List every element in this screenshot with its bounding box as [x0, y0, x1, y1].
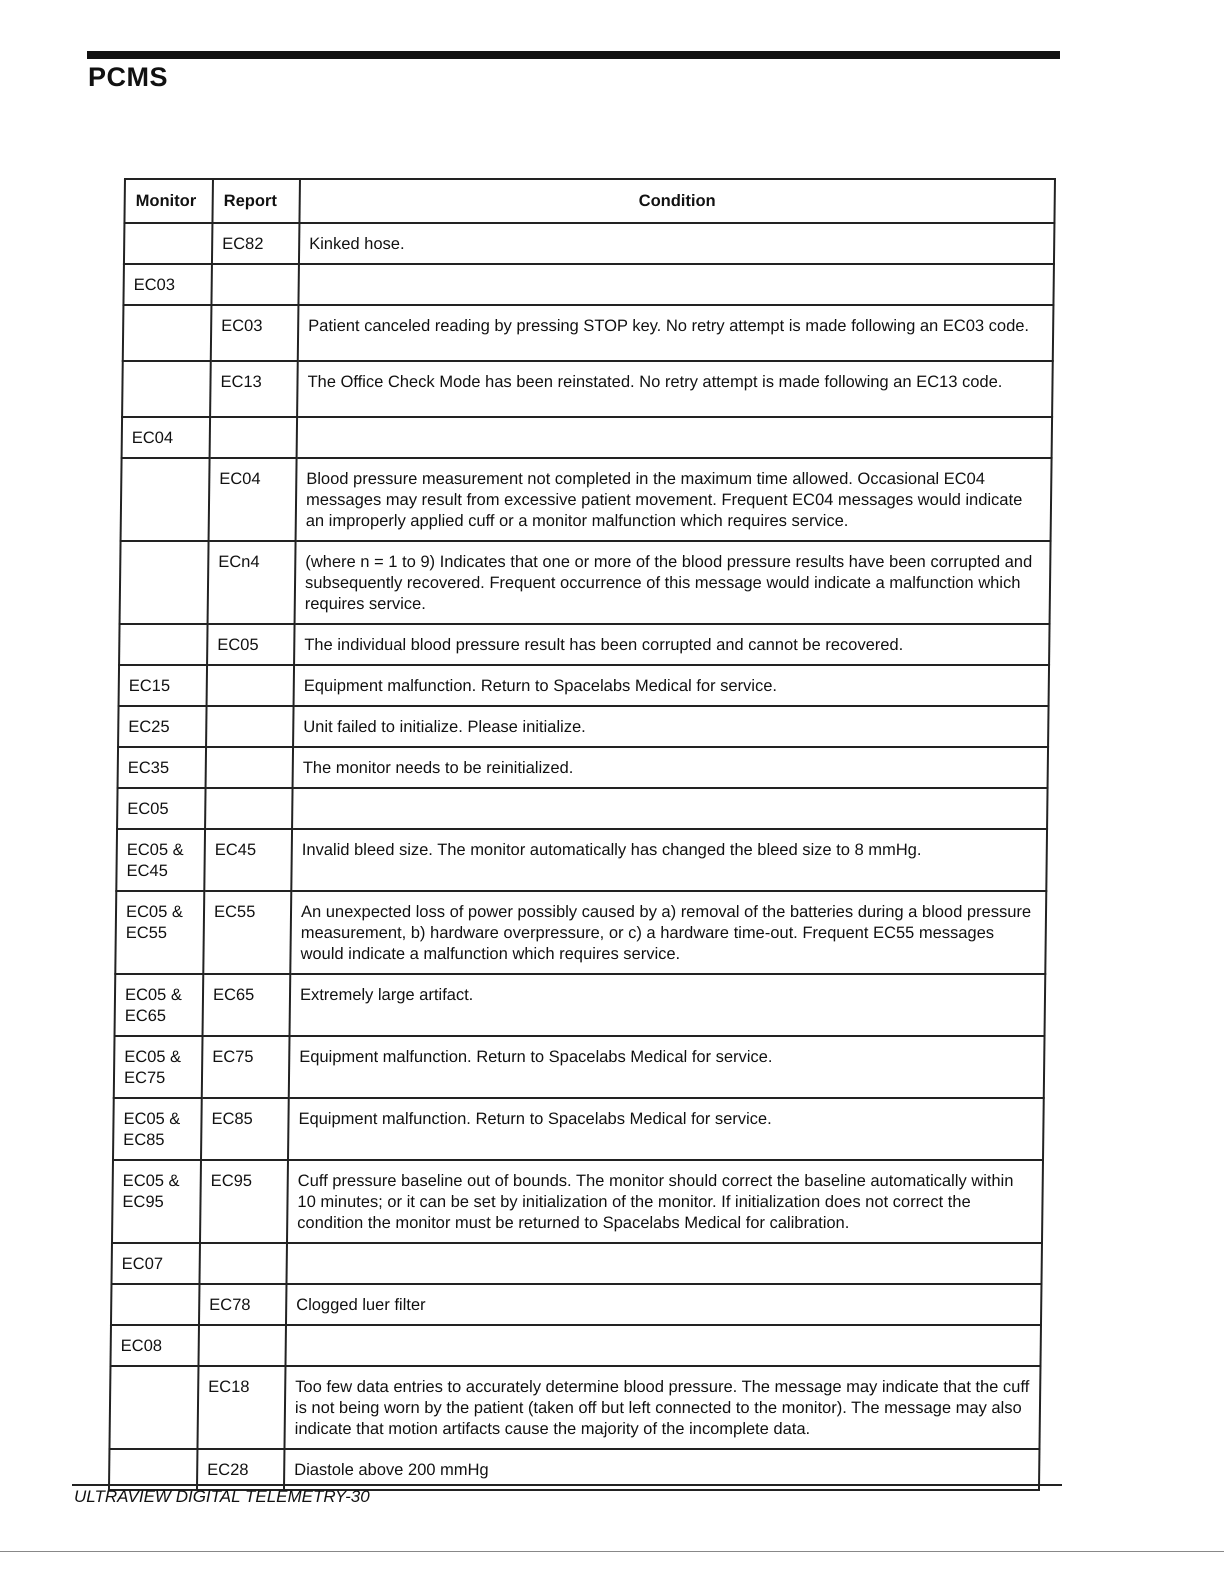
condition-cell: An unexpected loss of power possibly caused by a) removal of the batteries during a blood pressure measurement, b) hardware overpressure, or c) a hardware time-out. Frequent EC55 messages would indicate a malfunction which requires service. — [290, 891, 1046, 974]
condition-cell: Equipment malfunction. Return to Spacelabs Medical for service. — [289, 1036, 1045, 1098]
condition-cell: Diastole above 200 mmHg — [284, 1449, 1040, 1490]
column-header-condition: Condition — [299, 179, 1055, 223]
monitor-cell: EC05 & EC45 — [116, 829, 205, 891]
report-cell: EC75 — [202, 1036, 290, 1098]
table-row — [113, 1098, 1044, 1160]
condition-cell: Cuff pressure baseline out of bounds. The monitor should correct the baseline automatically within 10 minutes; or it can be set by initialization of the monitor. If initialization does not correct the condition the monitor must be returned to Spacelabs Medical for calibration. — [287, 1160, 1043, 1243]
bottom-page-edge — [0, 1551, 1224, 1552]
footer-text: ULTRAVIEW DIGITAL TELEMETRY-30 — [74, 1487, 370, 1506]
column-header-report: Report — [212, 179, 300, 223]
monitor-cell: EC05 & EC65 — [115, 974, 204, 1036]
report-cell: EC95 — [200, 1160, 288, 1243]
condition-cell: Blood pressure measurement not completed in the maximum time allowed. Occasional EC04 messages may result from excessive patient movement. Frequent EC04 messages would indicate an improperly applied cuff or a monitor malfunction which requires service. — [296, 458, 1052, 541]
report-cell — [211, 264, 299, 305]
condition-cell — [297, 417, 1053, 458]
monitor-cell: EC05 — [117, 788, 206, 829]
condition-cell: The Office Check Mode has been reinstated. No retry attempt is made following an EC13 code. — [297, 361, 1053, 417]
condition-cell — [285, 1325, 1041, 1366]
monitor-cell — [120, 541, 209, 624]
condition-cell: Too few data entries to accurately determine blood pressure. The message may indicate that the cuff is not being worn by the patient (taken off but left connected to the monitor). The message may also indicate that motion artifacts cause the majority of the incomplete data. — [284, 1366, 1040, 1449]
error-code-table-wrap — [108, 178, 1054, 1491]
monitor-cell — [123, 305, 212, 361]
table-row — [120, 541, 1051, 624]
monitor-cell: EC05 & EC75 — [114, 1036, 203, 1098]
table-row — [114, 1036, 1045, 1098]
table-row — [118, 706, 1049, 747]
table-row — [121, 458, 1052, 541]
monitor-cell: EC15 — [119, 665, 208, 706]
table-row — [115, 891, 1046, 974]
column-header-monitor: Monitor — [124, 179, 213, 223]
table-row — [123, 264, 1054, 305]
table-row — [123, 305, 1054, 361]
footer-rule — [72, 1484, 1062, 1486]
condition-cell: Equipment malfunction. Return to Spacelabs Medical for service. — [288, 1098, 1044, 1160]
table-row — [115, 974, 1046, 1036]
monitor-cell: EC25 — [118, 706, 207, 747]
condition-cell: The individual blood pressure result has been corrupted and cannot be recovered. — [294, 624, 1050, 665]
report-cell: EC65 — [203, 974, 291, 1036]
condition-cell: (where n = 1 to 9) Indicates that one or more of the blood pressure results have been corrupted and subsequently recovered. Frequent occurrence of this message would indicate a malfunction which requires service. — [295, 541, 1051, 624]
report-cell — [210, 417, 298, 458]
monitor-cell: EC05 & EC95 — [112, 1160, 201, 1243]
table-row — [119, 624, 1050, 665]
table-row — [122, 361, 1053, 417]
report-cell — [207, 665, 295, 706]
table-row — [112, 1160, 1043, 1243]
condition-cell — [286, 1243, 1042, 1284]
table-row — [110, 1325, 1041, 1366]
error-code-table — [108, 178, 1056, 1491]
report-cell: EC04 — [209, 458, 297, 541]
condition-cell: The monitor needs to be reinitialized. — [293, 747, 1049, 788]
report-cell — [206, 747, 294, 788]
monitor-cell — [124, 223, 213, 264]
condition-cell: Patient canceled reading by pressing STOP key. No retry attempt is made following an EC03 code. — [298, 305, 1054, 361]
monitor-cell — [109, 1366, 198, 1449]
report-cell: EC03 — [211, 305, 299, 361]
report-cell: EC18 — [197, 1366, 285, 1449]
monitor-cell: EC05 & EC55 — [115, 891, 204, 974]
section-title: PCMS — [88, 62, 169, 92]
monitor-cell: EC04 — [122, 417, 211, 458]
report-cell: EC05 — [207, 624, 295, 665]
monitor-cell: EC03 — [123, 264, 212, 305]
monitor-cell — [121, 458, 210, 541]
report-cell: EC85 — [201, 1098, 289, 1160]
table-row — [122, 417, 1053, 458]
monitor-cell: EC08 — [110, 1325, 199, 1366]
report-cell — [198, 1325, 286, 1366]
table-row — [118, 747, 1049, 788]
condition-cell: Unit failed to initialize. Please initialize. — [293, 706, 1049, 747]
monitor-cell — [119, 624, 208, 665]
table-row — [119, 665, 1050, 706]
monitor-cell — [122, 361, 211, 417]
table-row — [117, 788, 1048, 829]
table-row — [109, 1366, 1040, 1449]
table-header-row — [124, 179, 1055, 223]
condition-cell: Invalid bleed size. The monitor automatically has changed the bleed size to 8 mmHg. — [291, 829, 1047, 891]
condition-cell: Clogged luer filter — [286, 1284, 1042, 1325]
report-cell: EC55 — [203, 891, 291, 974]
table-row — [124, 223, 1055, 264]
report-cell: EC45 — [204, 829, 292, 891]
monitor-cell: EC07 — [111, 1243, 200, 1284]
condition-cell: Equipment malfunction. Return to Spacelabs Medical for service. — [294, 665, 1050, 706]
table-row — [111, 1243, 1042, 1284]
monitor-cell — [111, 1284, 200, 1325]
report-cell: EC78 — [199, 1284, 287, 1325]
report-cell — [199, 1243, 287, 1284]
condition-cell — [298, 264, 1054, 305]
report-cell — [205, 788, 293, 829]
table-row — [116, 829, 1047, 891]
condition-cell: Extremely large artifact. — [290, 974, 1046, 1036]
table-body — [109, 223, 1054, 1490]
monitor-cell: EC35 — [118, 747, 207, 788]
report-cell: EC28 — [197, 1449, 285, 1490]
table-row — [111, 1284, 1042, 1325]
report-cell: ECn4 — [208, 541, 296, 624]
condition-cell: Kinked hose. — [299, 223, 1055, 264]
report-cell: EC13 — [210, 361, 298, 417]
top-rule — [87, 51, 1060, 59]
report-cell — [206, 706, 294, 747]
condition-cell — [292, 788, 1048, 829]
monitor-cell: EC05 & EC85 — [113, 1098, 202, 1160]
report-cell: EC82 — [212, 223, 300, 264]
